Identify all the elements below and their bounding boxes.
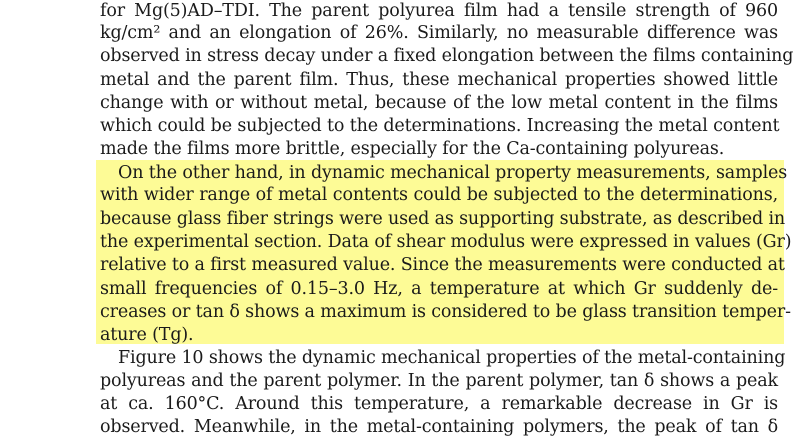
highlighted-line: creases or tan δ shows a maximum is considered to be glass transition temper- xyxy=(100,302,791,322)
text-line: observed in stress decay under a fixed elongation between the films containing xyxy=(100,46,794,66)
text-line: observed. Meanwhile, in the metal-containing polymers, the peak of tan δ xyxy=(100,417,778,437)
text-line: Figure 10 shows the dynamic mechanical properties of the metal-containing xyxy=(118,348,786,368)
highlighted-line: ature (Tg). xyxy=(100,325,194,345)
highlighted-line: because glass fiber strings were used as supporting substrate, as described in xyxy=(100,209,786,229)
text-line: made the films more brittle, especially for the Ca-containing polyureas. xyxy=(100,139,725,159)
text-line: change with or without metal, because of the low metal content in the films xyxy=(100,93,778,113)
text-line: for Mg(5)AD–TDI. The parent polyurea film had a tensile strength of 960 xyxy=(100,1,778,21)
text-line: polyureas and the parent polymer. In the parent polymer, tan δ shows a peak xyxy=(100,371,778,391)
highlighted-line: relative to a first measured value. Since the measurements were conducted at xyxy=(100,255,785,275)
highlighted-line: the experimental section. Data of shear modulus were expressed in values (Gr) xyxy=(100,232,792,252)
text-line: which could be subjected to the determinations. Increasing the metal content xyxy=(100,116,780,136)
highlighted-line: On the other hand, in dynamic mechanical property measurements, samples xyxy=(118,163,788,183)
text-line: at ca. 160°C. Around this temperature, a remarkable decrease in Gr is xyxy=(100,394,778,414)
text-line: kg/cm² and an elongation of 26%. Similarly, no measurable difference was xyxy=(100,23,778,43)
highlighted-line: with wider range of metal contents could be subjected to the determinations, xyxy=(100,185,778,205)
text-line: metal and the parent film. Thus, these mechanical properties showed little xyxy=(100,70,778,90)
highlighted-line: small frequencies of 0.15–3.0 Hz, a temperature at which Gr suddenly de- xyxy=(100,279,778,299)
